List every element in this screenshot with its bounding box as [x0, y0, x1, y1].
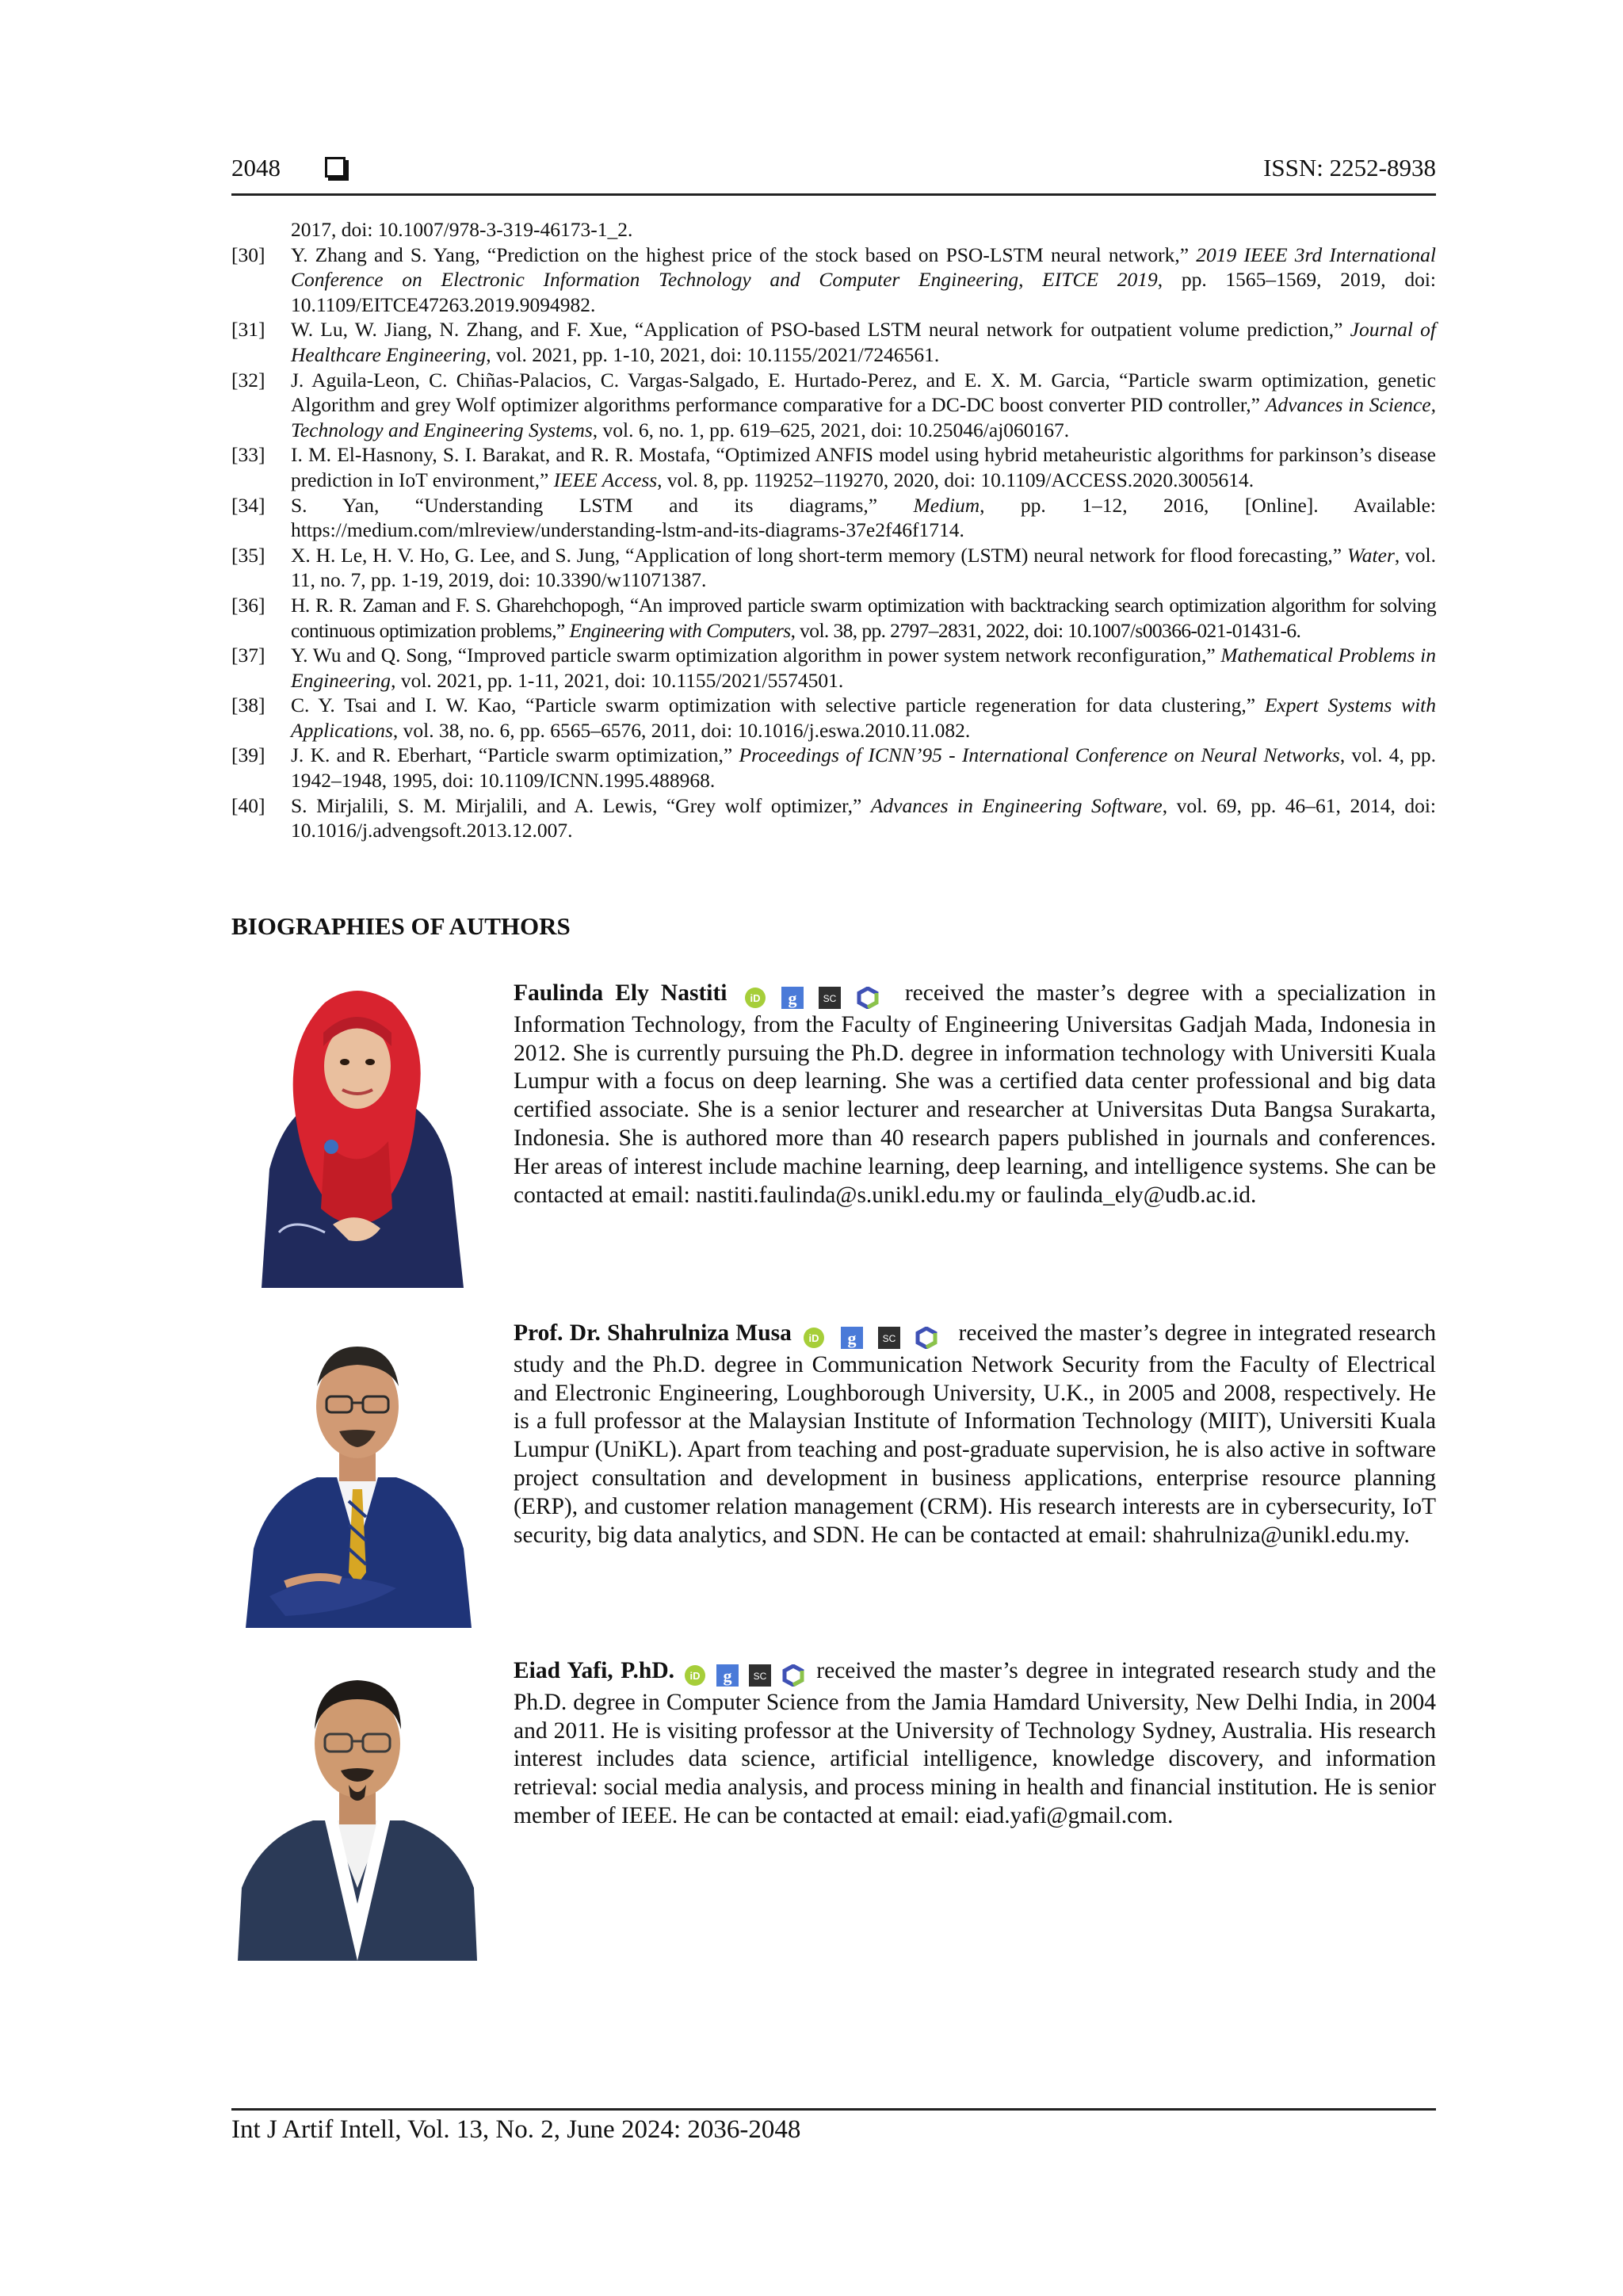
- reference-item: [35] X. H. Le, H. V. Ho, G. Lee, and S. Jung, “Application of long short-term memory (LSTM) neural network for flood forecasting,” Water, vol. 11, no. 7, pp. 1-19, 2019, doi: 10.3390/w11071387.: [231, 543, 1436, 592]
- svg-text:iD: iD: [689, 1670, 701, 1683]
- page-header: [231, 152, 1436, 196]
- page-number: 2048: [231, 154, 281, 181]
- author-name: Prof. Dr. Shahrulniza Musa: [514, 1320, 792, 1346]
- scopus-icon[interactable]: [749, 1664, 771, 1687]
- reference-item: [33] I. M. El-Hasnony, S. I. Barakat, and R. R. Mostafa, “Optimized ANFIS model using hybrid metaheuristic algorithms for parkinson’s disease prediction in IoT environment,” IEEE Access, vol. 8, pp. 119252–119270, 2020, doi: 10.1109/ACCESS.2020.3005614.: [231, 443, 1436, 491]
- author-profile-icons: [684, 1660, 808, 1689]
- reference-item: [39] J. K. and R. Eberhart, “Particle swarm optimization,” Proceedings of ICNN’95 - International Conference on Neural Networks, vol. 4, pp. 1942–1948, 1995, doi: 10.1109/ICNN.1995.488968.: [231, 743, 1437, 793]
- author-photo-yafi: [238, 1650, 477, 1961]
- scopus-icon[interactable]: [819, 987, 841, 1009]
- reference-item: [38] C. Y. Tsai and I. W. Kao, “Particle swarm optimization with selective particle regeneration for data clustering,” Expert Systems with Applications, vol. 38, no. 6, pp. 6565–6576, 2011, doi: 10.1016/j.eswa.2010.11.082.: [231, 693, 1436, 742]
- svg-text:g: g: [788, 988, 797, 1009]
- issn: ISSN: 2252-8938: [1263, 154, 1436, 181]
- reference-item: [40] S. Mirjalili, S. M. Mirjalili, and A. Lewis, “Grey wolf optimizer,” Advances in Engineering Software, vol. 69, pp. 46–61, 2014, doi: 10.1016/j.advengsoft.2013.12.007.: [231, 793, 1436, 842]
- author-bio: [514, 1320, 1436, 1549]
- google-scholar-icon[interactable]: [716, 1664, 739, 1687]
- reference-item: [37] Y. Wu and Q. Song, “Improved particle swarm optimization algorithm in power system network reconfiguration,” Mathematical Problems in Engineering, vol. 2021, pp. 1-11, 2021, doi: 10.1155/2021/5574501.: [231, 644, 1436, 692]
- svg-text:iD: iD: [808, 1332, 819, 1345]
- svg-text:SC: SC: [823, 993, 837, 1005]
- orcid-icon[interactable]: [744, 987, 766, 1009]
- google-scholar-icon[interactable]: [841, 1327, 863, 1349]
- svg-text:iD: iD: [750, 992, 761, 1005]
- author-photo-nastiti: [238, 971, 477, 1288]
- publons-icon[interactable]: [915, 1327, 938, 1349]
- author-photo-musa: [238, 1311, 477, 1628]
- orcid-icon[interactable]: [803, 1327, 825, 1349]
- google-scholar-icon[interactable]: [781, 987, 804, 1009]
- svg-text:g: g: [723, 1666, 732, 1687]
- author-name: Faulinda Ely Nastiti: [514, 980, 727, 1006]
- reference-item: [31] W. Lu, W. Jiang, N. Zhang, and F. Xue, “Application of PSO-based LSTM neural network for outpatient volume prediction,” Journal of Healthcare Engineering, vol. 2021, pp. 1-10, 2021, doi: 10.1155/2021/7246561.: [231, 318, 1436, 366]
- author-profile-icons: [744, 983, 888, 1011]
- scopus-icon[interactable]: [878, 1327, 900, 1349]
- reference-item: [34] S. Yan, “Understanding LSTM and its diagrams,” Medium, pp. 1–12, 2016, [Online]. Available: https://medium.com/mlreview/understanding-lstm-and-its-diagrams-37e2f46f1714.: [231, 493, 1436, 542]
- author-bio: [514, 1657, 1436, 1831]
- reference-item: [36] H. R. R. Zaman and F. S. Gharehchopogh, “An improved particle swarm optimization with backtracking search optimization algorithm for solving continuous optimization problems,” Engineering with Computers, vol. 38, pp. 2797–2831, 2022, doi: 10.1007/s00366-021-01431-6.: [231, 593, 1436, 642]
- author-bio-text: received the master’s degree in integrated research study and the Ph.D. degree in Communication Network Security from the Faculty of Electrical and Electronic Engineering, Loughborough University, U.K., in 2005 and 2008, respectively. He is a full professor at the Malaysian Institute of Information Technology (MIIT), Universiti Kuala Lumpur (UniKL). Apart from teaching and post-graduate supervision, he is also active in software project consultation and development in business applications, enterprise resource planning (ERP), and customer relation management (CRM). His research interests are in cybersecurity, IoT security, big data analytics, and SDN. He can be contacted at email: shahrulniza@unikl.edu.my.: [514, 1320, 1437, 1548]
- orcid-icon[interactable]: [684, 1664, 706, 1687]
- svg-text:SC: SC: [754, 1671, 767, 1683]
- author-bio-text: received the master’s degree with a specialization in Information Technology, from the Faculty of Engineering Universitas Gadjah Mada, Indonesia in 2012. She is currently pursuing the Ph.D. degree in information technology with Universiti Kuala Lumpur with a focus on deep learning. She was a certified data center professional and big data certified associate. She is a senior lecturer and researcher at Universitas Duta Bangsa Surakarta, Indonesia. She is authored more than 40 research papers published in journals and conferences. Her areas of interest include machine learning, deep learning, and intelligence systems. She can be contacted at email: nastiti.faulinda@s.unikl.edu.my or faulinda_ely@udb.ac.id.: [514, 980, 1437, 1208]
- svg-text:SC: SC: [882, 1333, 896, 1345]
- author-bio: [514, 980, 1436, 1209]
- biographies-heading: BIOGRAPHIES OF AUTHORS: [231, 912, 571, 940]
- references-list: [231, 217, 1436, 843]
- author-profile-icons: [803, 1323, 947, 1351]
- reference-item: [30] Y. Zhang and S. Yang, “Prediction on the highest price of the stock based on PSO-LSTM neural network,” 2019 IEEE 3rd International Conference on Electronic Information Technology and Computer Engineering, EITCE 2019, pp. 1565–1569, 2019, doi: 10.1109/EITCE47263.2019.9094982.: [231, 243, 1436, 316]
- author-bio-text: received the master’s degree in integrated research study and the Ph.D. degree in Computer Science from the Jamia Hamdard University, New Delhi India, in 2004 and 2011. He is visiting professor at the University of Technology Sydney, Australia. His research interest includes data science, artificial intelligence, knowledge discovery, and information retrieval: social media analysis, and process mining in health and financial institution. He is senior member of IEEE. He can be contacted at email: eiad.yafi@gmail.com.: [514, 1658, 1437, 1828]
- box-icon: [325, 157, 346, 178]
- publons-icon[interactable]: [782, 1664, 804, 1687]
- journal-citation: Int J Artif Intell, Vol. 13, No. 2, June 2024: 2036-2048: [231, 2115, 801, 2144]
- page-footer: [231, 2108, 1436, 2145]
- author-name: Eiad Yafi, P.hD.: [514, 1658, 675, 1683]
- reference-continuation: 2017, doi: 10.1007/978-3-319-46173-1_2.: [291, 218, 633, 241]
- svg-text:g: g: [847, 1328, 857, 1349]
- publons-icon[interactable]: [857, 987, 879, 1009]
- reference-item: [32] J. Aguila-Leon, C. Chiñas-Palacios, C. Vargas-Salgado, E. Hurtado-Perez, and E. X. M. Garcia, “Particle swarm optimization, genetic Algorithm and grey Wolf optimizer algorithms performance comparative for a DC-DC boost converter PID controller,” Advances in Science, Technology and Engineering Systems, vol. 6, no. 1, pp. 619–625, 2021, doi: 10.25046/aj060167.: [231, 368, 1436, 441]
